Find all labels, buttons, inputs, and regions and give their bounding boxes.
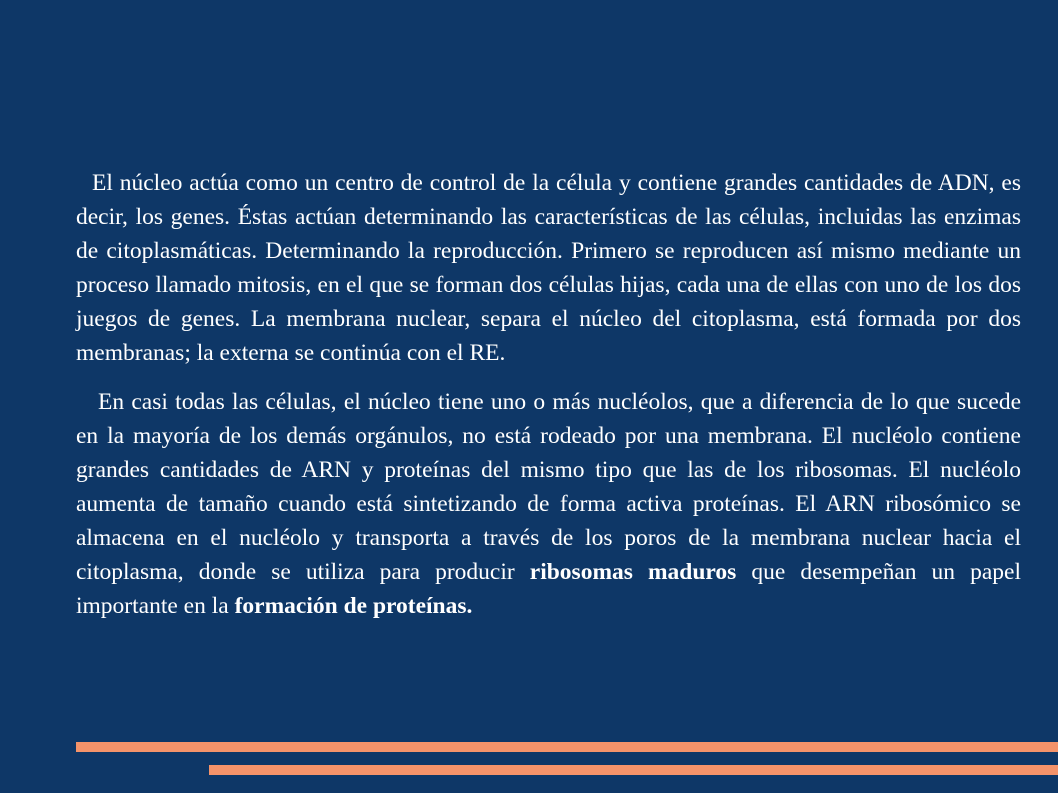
slide-body — [76, 166, 1021, 623]
bold-ribosomas-maduros: ribosomas maduros — [529, 559, 737, 585]
paragraph-nucleolus — [76, 385, 1021, 623]
accent-bar-top — [76, 742, 1058, 752]
bold-formacion-proteinas: formación de proteínas. — [234, 593, 473, 619]
paragraph-2-text-b: que desempeñan un papel importante en la — [76, 559, 1021, 619]
accent-bar-bottom — [209, 765, 1058, 775]
paragraph-nucleus-control — [76, 166, 1021, 370]
paragraph-1-text: El núcleo actúa como un centro de control de la célula y contiene grandes cantidades de ADN, es decir, los genes. Éstas actúan determinando las características de las células, incluidas las enzimas de citoplasmáticas. Determinando la reproducción. Primero se reproducen así mismo mediante un proceso llamado mitosis, en el que se forman dos células hijas, cada una de ellas con uno de los dos juegos de genes. La membrana nuclear, separa el núcleo del citoplasma, está formada por dos membranas; la externa se continúa con el RE. — [76, 170, 1021, 366]
paragraph-2-text-a: En casi todas las células, el núcleo tiene uno o más nucléolos, que a diferencia de lo que sucede en la mayoría de los demás orgánulos, no está rodeado por una membrana. El nucléolo contiene grandes cantidades de ARN y proteínas del mismo tipo que las de los ribosomas. El nucléolo aumenta de tamaño cuando está sintetizando de forma activa proteínas. El ARN ribosómico se almacena en el nucléolo y transporta a través de los poros de la membrana nuclear hacia el citoplasma, donde se utiliza para producir — [76, 389, 1021, 585]
